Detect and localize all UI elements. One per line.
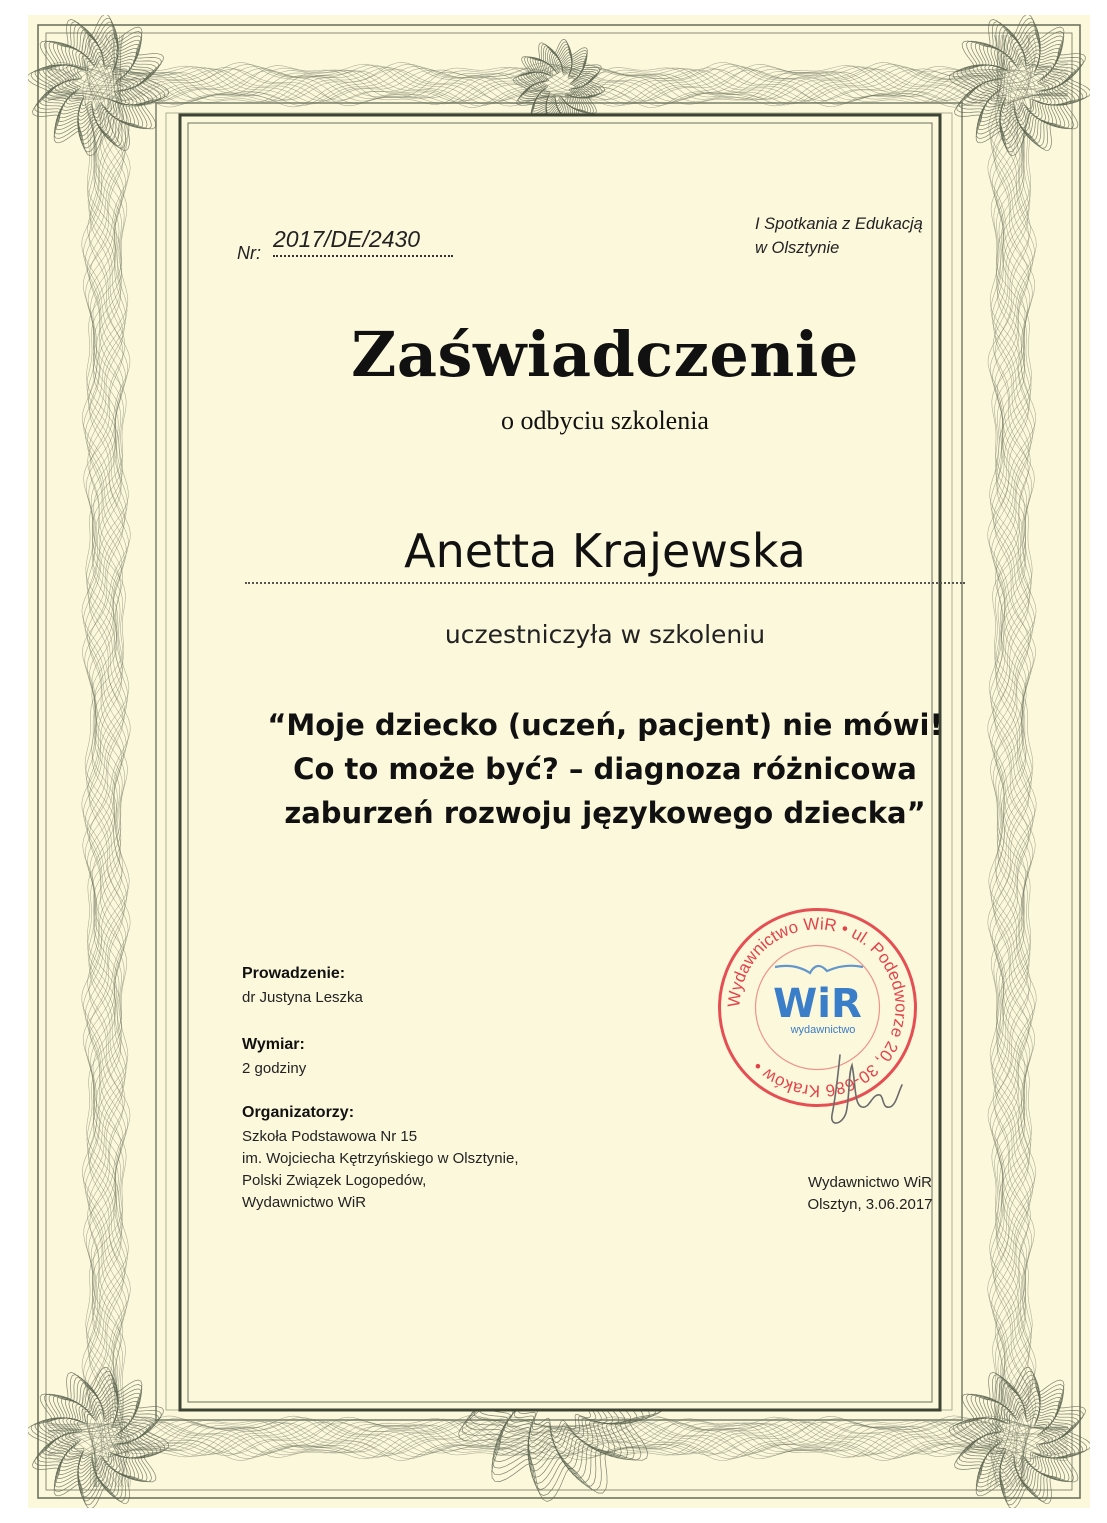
organizer-line: im. Wojciecha Kętrzyńskiego w Olsztynie, xyxy=(242,1150,519,1167)
organizers-label: Organizatorzy: xyxy=(242,1104,355,1121)
issue-place-date: Olsztyn, 3.06.2017 xyxy=(807,1196,933,1213)
organizer-line: Szkoła Podstawowa Nr 15 xyxy=(242,1128,418,1145)
signature xyxy=(810,1035,910,1135)
event-name xyxy=(755,212,975,260)
participation-text: uczestniczyła w szkoleniu xyxy=(444,620,766,649)
organizer-line: Wydawnictwo WiR xyxy=(242,1194,367,1211)
number-label: Nr: xyxy=(237,243,261,263)
issuer-block xyxy=(770,1172,970,1216)
lead-value: dr Justyna Leszka xyxy=(242,989,363,1006)
stamp-ring-text: Wydawnictwo WiR • ul. Podedworze 20, 30-686 Kraków • xyxy=(724,914,911,1101)
event-line-1: I Spotkania z Edukacją xyxy=(755,215,923,233)
duration-value: 2 godziny xyxy=(242,1060,307,1077)
issuer-name: Wydawnictwo WiR xyxy=(807,1174,933,1191)
stamp-logo-sub: wydawnictwo xyxy=(790,1024,856,1036)
course-title xyxy=(180,703,1030,835)
event-line-2: w Olsztynie xyxy=(755,239,840,257)
course-title-line-3: zaburzeń rozwoju językowego dziecka” xyxy=(284,796,926,830)
recipient-name: Anetta Krajewska xyxy=(404,524,806,578)
certificate-title: Zaświadczenie xyxy=(351,318,859,391)
organizer-line: Polski Związek Logopedów, xyxy=(242,1172,427,1189)
organizers-list xyxy=(242,1126,518,1214)
recipient-name-line xyxy=(245,582,965,584)
duration-label: Wymiar: xyxy=(242,1036,305,1053)
course-title-line-2: Co to może być? – diagnoza różnicowa xyxy=(293,752,917,786)
stamp-logo: WiR xyxy=(773,981,862,1027)
certificate-subtitle: o odbyciu szkolenia xyxy=(501,406,709,435)
lead-label: Prowadzenie: xyxy=(242,965,346,982)
certificate-number: 2017/DE/2430 xyxy=(273,226,453,257)
course-title-line-1: “Moje dziecko (uczeń, pacjent) nie mówi! xyxy=(267,708,943,742)
